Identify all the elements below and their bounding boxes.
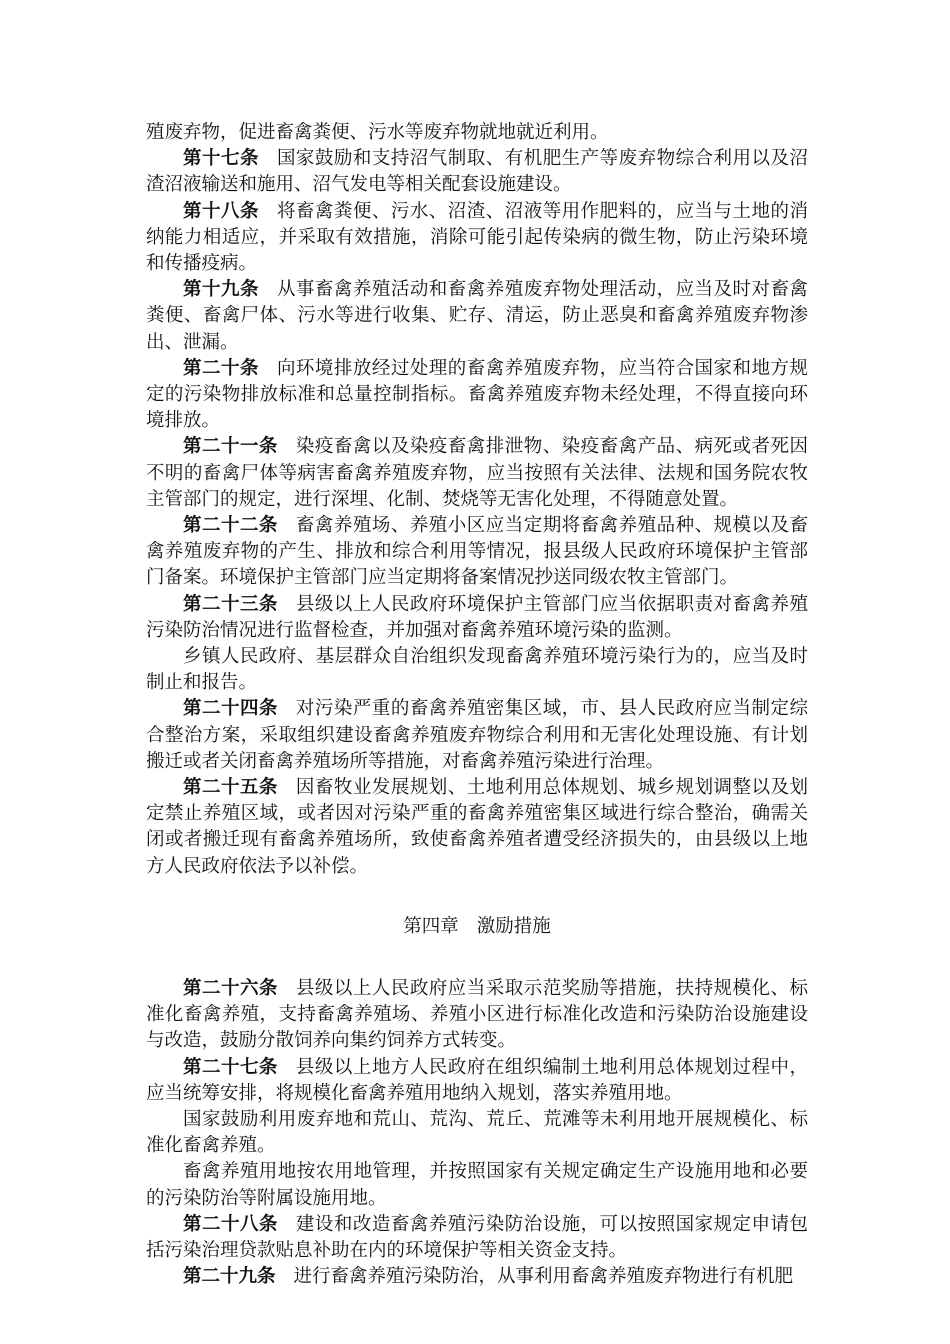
article-number: 第二十六条	[183, 977, 278, 999]
article-number: 第二十七条	[183, 1056, 278, 1078]
article-text: 畜禽养殖场、养殖小区应当定期将畜禽养殖品种、规模以及畜禽养殖废弃物的产生、排放和综合利用等情况，报县级人民政府环境保护主管部门备案。环境保护主管部门应当定期将备案情况抄送同级农牧主管部门。	[146, 515, 808, 589]
chapter-title: 激励措施	[476, 915, 551, 937]
article-paragraph	[146, 146, 808, 198]
article-text: 建设和改造畜禽养殖污染防治设施，可以按照国家规定申请包括污染治理贷款贴息补助在内的环境保护等相关资金支持。	[146, 1213, 808, 1261]
article-paragraph	[146, 513, 808, 592]
article-number: 第十九条	[183, 279, 259, 301]
article-subparagraph	[146, 644, 808, 696]
article-text: 国家鼓励和支持沼气制取、有机肥生产等废弃物综合利用以及沼渣沼液输送和施用、沼气发电等相关配套设施建设。	[146, 148, 808, 196]
article-paragraph	[146, 775, 808, 880]
article-text: 畜禽养殖用地按农用地管理，并按照国家有关规定确定生产设施用地和必要的污染防治等附属设施用地。	[146, 1161, 808, 1209]
document-page	[146, 120, 808, 1290]
article-text: 因畜牧业发展规划、土地利用总体规划、城乡规划调整以及划定禁止养殖区域，或者因对污染严重的畜禽养殖密集区域进行综合整治，确需关闭或者搬迁现有畜禽养殖场所，致使畜禽养殖者遭受经济损失的，由县级以上地方人民政府依法予以补偿。	[146, 777, 808, 877]
chapter-number: 第四章	[403, 915, 459, 937]
article-paragraph	[146, 434, 808, 513]
article-text: 染疫畜禽以及染疫畜禽排泄物、染疫畜禽产品、病死或者死因不明的畜禽尸体等病害畜禽养殖废弃物，应当按照有关法律、法规和国务院农牧主管部门的规定，进行深埋、化制、焚烧等无害化处理，不得随意处置。	[146, 436, 808, 510]
article-number: 第十七条	[183, 148, 259, 170]
article-number: 第二十一条	[183, 436, 278, 458]
article-paragraph	[146, 356, 808, 435]
article-number: 第二十二条	[183, 515, 278, 537]
article-paragraph	[146, 1264, 808, 1290]
article-text: 县级以上地方人民政府在组织编制土地利用总体规划过程中，应当统筹安排，将规模化畜禽养殖用地纳入规划，落实养殖用地。	[146, 1056, 808, 1104]
article-number: 第十八条	[183, 200, 259, 222]
article-subparagraph	[146, 1159, 808, 1211]
article-paragraph	[146, 277, 808, 356]
article-text: 从事畜禽养殖活动和畜禽养殖废弃物处理活动，应当及时对畜禽粪便、畜禽尸体、污水等进行收集、贮存、清运，防止恶臭和畜禽养殖废弃物渗出、泄漏。	[146, 279, 808, 353]
article-text: 县级以上人民政府环境保护主管部门应当依据职责对畜禽养殖污染防治情况进行监督检查，并加强对畜禽养殖环境污染的监测。	[146, 593, 808, 641]
article-paragraph	[146, 592, 808, 644]
article-number: 第二十九条	[183, 1266, 276, 1288]
article-number: 第二十三条	[183, 593, 278, 615]
article-number: 第二十条	[183, 357, 259, 379]
articles-section-a	[146, 146, 808, 880]
article-text: 向环境排放经过处理的畜禽养殖废弃物，应当符合国家和地方规定的污染物排放标准和总量控制指标。畜禽养殖废弃物未经处理，不得直接向环境排放。	[146, 357, 808, 432]
article-text: 对污染严重的畜禽养殖密集区域，市、县人民政府应当制定综合整治方案，采取组织建设畜禽养殖废弃物综合利用和无害化处理设施、有计划搬迁或者关闭畜禽养殖场所等措施，对畜禽养殖污染进行治理。	[146, 698, 808, 772]
article-subparagraph	[146, 1107, 808, 1159]
article-text: 乡镇人民政府、基层群众自治组织发现畜禽养殖环境污染行为的，应当及时制止和报告。	[146, 646, 808, 694]
continued-paragraph: 殖废弃物，促进畜禽粪便、污水等废弃物就地就近利用。	[146, 122, 609, 143]
article-text: 国家鼓励利用废弃地和荒山、荒沟、荒丘、荒滩等未利用地开展规模化、标准化畜禽养殖。	[146, 1108, 808, 1157]
article-number: 第二十五条	[183, 777, 278, 799]
article-text: 县级以上人民政府应当采取示范奖励等措施，扶持规模化、标准化畜禽养殖，支持畜禽养殖场、养殖小区进行标准化改造和污染防治设施建设与改造，鼓励分散饲养向集约饲养方式转变。	[146, 977, 808, 1052]
article-paragraph	[146, 199, 808, 278]
article-paragraph	[146, 1055, 808, 1107]
article-paragraph	[146, 1212, 808, 1264]
articles-section-b	[146, 976, 808, 1290]
article-text: 进行畜禽养殖污染防治，从事利用畜禽养殖废弃物进行有机肥	[293, 1266, 794, 1288]
article-paragraph	[146, 976, 808, 1055]
chapter-heading	[146, 914, 808, 940]
article-number: 第二十四条	[183, 698, 278, 720]
article-number: 第二十八条	[183, 1213, 278, 1235]
article-text: 将畜禽粪便、污水、沼渣、沼液等用作肥料的，应当与土地的消纳能力相适应，并采取有效措施，消除可能引起传染病的微生物，防止污染环境和传播疫病。	[146, 200, 808, 275]
article-paragraph	[146, 696, 808, 775]
